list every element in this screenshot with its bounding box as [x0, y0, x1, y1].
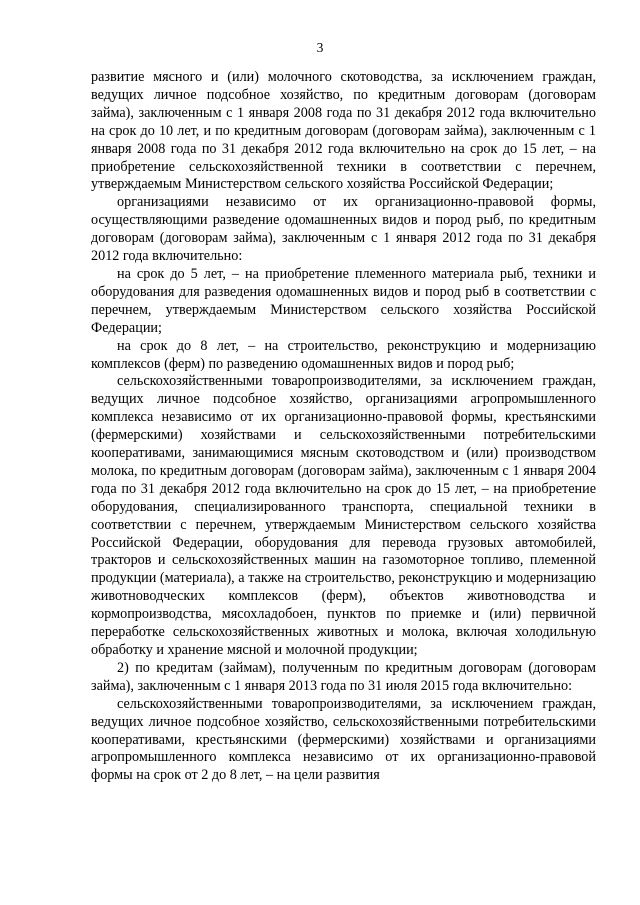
page-number: 3 — [316, 40, 324, 55]
paragraph-producers-2-to-8-years: сельскохозяйственными товаропроизводителями, за исключением граждан, ведущих личное подсобное хозяйство, сельскохозяйственными потребительскими кооперативами, крестьянскими (фермерскими) хозяйствами и организациями агропромышленного комплекса независимо от их организационно-правовой формы на срок от 2 до 8 лет, – на цели развития — [91, 695, 596, 784]
paragraph-agricultural-producers: сельскохозяйственными товаропроизводителями, за исключением граждан, ведущих личное подсобное хозяйство, организациями агропромышленного комплекса независимо от их организационно-правовой формы, крестьянскими (фермерскими) хозяйствами и сельскохозяйственными потребительскими кооперативами, занимающимися мясным скотоводством и (или) производством молока, по кредитным договорам (договорам займа), заключенным с 1 января 2004 года по 31 декабря 2012 года включительно на срок до 15 лет, – на приобретение оборудования, специализированного транспорта, специальной техники в соответствии с перечнем, утверждаемым Министерством сельского хозяйства Российской Федерации, оборудования для перевода грузовых автомобилей, тракторов и сельскохозяйственных машин на газомоторное топливо, племенной продукции (материала), а также на строительство, реконструкцию и модернизацию животноводческих комплексов (ферм), объектов животноводства и кормопроизводства, мясохладобоен, пунктов по приемке и (или) первичной переработке сельскохозяйственных животных и молока, включая холодильную обработку и хранение мясной и молочной продукции; — [91, 373, 596, 658]
paragraph-term-8-years: на срок до 8 лет, – на строительство, реконструкцию и модернизацию комплексов (ферм) по разведению одомашненных видов и пород рыб; — [91, 337, 596, 372]
paragraph-fish-breeding-organizations: организациями независимо от их организационно-правовой формы, осуществляющими разведение одомашненных видов и пород рыб, по кредитным договорам (договорам займа), заключенным с 1 января 2012 года по 31 декабря 2012 года включительно: — [91, 194, 596, 265]
paragraph-item-2: 2) по кредитам (займам), полученным по кредитным договорам (договорам займа), заключенным с 1 января 2013 года по 31 июля 2015 года включительно: — [91, 659, 596, 694]
paragraph-term-5-years: на срок до 5 лет, – на приобретение племенного материала рыб, техники и оборудования для разведения одомашненных видов и пород рыб в соответствии с перечнем, утверждаемым Министерством сельского хозяйства Российской Федерации; — [91, 265, 596, 336]
document-body — [91, 69, 596, 785]
paragraph-continuation: развитие мясного и (или) молочного скотоводства, за исключением граждан, ведущих личное подсобное хозяйство, по кредитным договорам (договорам займа), заключенным с 1 января 2008 года по 31 декабря 2012 года включительно на срок до 10 лет, и по кредитным договорам (договорам займа), заключенным с 1 января 2008 года по 31 декабря 2012 года включительно на срок до 15 лет, – на приобретение сельскохозяйственной техники в соответствии с перечнем, утверждаемым Министерством сельского хозяйства Российской Федерации; — [91, 69, 596, 193]
